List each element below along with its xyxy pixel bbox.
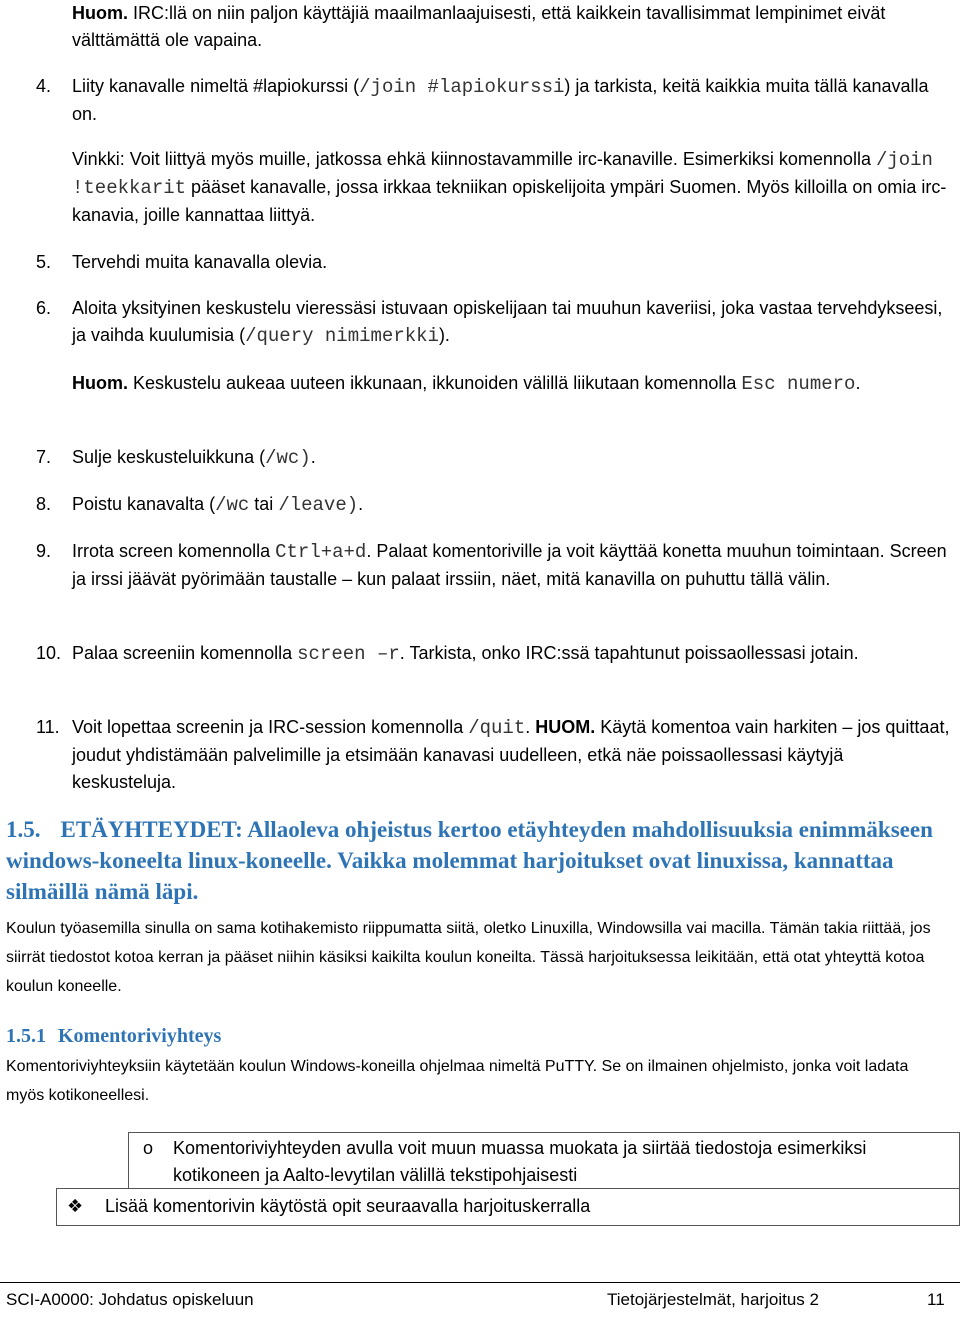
step-8 <box>72 491 952 519</box>
step-number: 8. <box>36 494 52 514</box>
diamond-bullet-box <box>56 1188 960 1226</box>
step-7 <box>72 444 952 472</box>
note-text: . <box>855 373 861 393</box>
step-text: . <box>358 494 364 514</box>
note-label: Huom. <box>72 3 128 23</box>
step-number: 10. <box>36 643 62 663</box>
step-code: /wc) <box>265 447 311 469</box>
step-text: Liity kanavalle nimeltä #lapiokurssi ( <box>72 76 360 96</box>
step-code: /join #lapiokurssi <box>359 76 565 98</box>
diamond-bullet-text: Lisää komentorivin käytöstä opit seuraavalla harjoituskerralla <box>105 1196 591 1216</box>
page-footer <box>0 1282 960 1313</box>
tip-text: Vinkki: Voit liittyä myös muille, jatkossa ehkä kiinnostavammille irc-kanaville. Esimerkiksi komennolla <box>72 149 876 169</box>
step-code: /query nimimerkki <box>245 325 439 347</box>
tip-text: pääset kanavalle, jossa irkkaa tekniikan opiskelijoita ympäri Suomen. Myös killoilla on omia irc-kanavia, joille kannattaa liittyä. <box>72 177 947 225</box>
step-text: ) ja tarkista, keitä kaikkia muita tällä kanavalla on. <box>72 76 929 124</box>
step-emphasis: HUOM. <box>535 717 596 737</box>
note-code: Esc numero <box>741 373 856 395</box>
step-5: Tervehdi muita kanavalla olevia. <box>72 252 328 272</box>
diamond-bullet-icon: ❖ <box>67 1196 84 1216</box>
step-text: ). <box>438 325 450 345</box>
footer-page-number: 11 <box>927 1290 945 1309</box>
circle-bullet-box <box>128 1132 960 1189</box>
step-code: /leave) <box>278 494 359 516</box>
step-code: screen –r <box>297 643 400 665</box>
step-text: . <box>310 447 316 467</box>
step-10 <box>72 640 952 668</box>
step-code: /wc <box>215 494 250 516</box>
section-heading <box>6 814 956 907</box>
step-text: Voit lopettaa screenin ja IRC-session komennolla <box>72 717 469 737</box>
step-code: Ctrl+a+d <box>275 541 367 563</box>
subsection-heading <box>6 1022 221 1050</box>
step-text: Aloita yksityinen keskustelu vieressäsi istuvaan opiskelijaan tai muuhun kaveriisi, joka vastaa tervehdykseesi, ja vaihda kuulumisia ( <box>72 298 943 345</box>
note-text: IRC:llä on niin paljon käyttäjiä maailmanlaajuisesti, että kaikkein tavallisimmat lempinimet eivät välttämättä ole vapaina. <box>72 3 886 50</box>
note-huom-top <box>72 0 952 54</box>
footer-course: SCI-A0000: Johdatus opiskeluun <box>6 1290 254 1309</box>
step-text: Irrota screen komennolla <box>72 541 276 561</box>
step-number: 5. <box>36 252 52 272</box>
footer-title: Tietojärjestelmät, harjoitus 2 <box>607 1290 819 1309</box>
subsection-title: Komentoriviyhteys <box>58 1025 222 1047</box>
subsection-number: 1.5.1 <box>6 1025 46 1047</box>
step-text: tai <box>249 494 279 514</box>
circle-bullet-text: Komentoriviyhteyden avulla voit muun muassa muokata ja siirtää tiedostoja esimerkiksi kotikoneen ja Aalto-levytilan välillä tekstipohjaisesti <box>173 1138 867 1185</box>
step-text: . Tarkista, onko IRC:ssä tapahtunut poissaollessasi jotain. <box>399 643 859 663</box>
step-number: 4. <box>36 76 52 96</box>
section-number: 1.5. <box>6 817 41 842</box>
subsection-paragraph: Komentoriviyhteyksiin käytetään koulun Windows-koneilla ohjelmaa nimeltä PuTTY. Se on ilmainen ohjelmisto, jonka voit ladata myös kotikoneellesi. <box>6 1058 909 1104</box>
step-6 <box>72 295 952 350</box>
note-huom-mid <box>72 370 952 398</box>
note-label: Huom. <box>72 373 128 393</box>
circle-bullet-icon: o <box>143 1138 154 1158</box>
section-title: ETÄYHTEYDET: Allaoleva ohjeistus kertoo etäyhteyden mahdollisuuksia enimmäkseen windows-koneelta linux-koneelle. Vaikka molemmat harjoitukset ovat linuxissa, kannattaa silmäillä nämä läpi. <box>6 817 933 904</box>
note-text: Keskustelu aukeaa uuteen ikkunaan, ikkunoiden välillä liikutaan komennolla <box>128 373 742 393</box>
step-text: . <box>525 717 536 737</box>
section-paragraph: Koulun työasemilla sinulla on sama kotihakemisto riippumatta siitä, oletko Linuxilla, Windowsilla vai macilla. Tämän takia riittää, jos siirrät tiedostot kotoa kerran ja pääset niihin käsiksi kaikilta koulun koneilta. Tässä harjoituksessa leikitään, että otat yhteyttä kotoa koulun koneelle. <box>6 920 931 995</box>
step-11 <box>72 714 952 796</box>
step-number: 9. <box>36 541 52 561</box>
tip-paragraph <box>72 146 952 229</box>
step-4 <box>72 73 952 128</box>
step-code: /quit <box>468 717 526 739</box>
tip-code: /join !teekkarit <box>72 149 933 199</box>
step-text: Käytä komentoa vain harkiten – jos quittaat, joudut yhdistämään palvelimille ja etsimään kanavasi uudelleen, etkä näe poissaollessasi käytyjä keskusteluja. <box>72 717 950 792</box>
step-text: Sulje keskusteluikkuna ( <box>72 447 266 467</box>
step-number: 11. <box>36 717 60 737</box>
step-number: 6. <box>36 298 52 318</box>
step-text: Palaa screeniin komennolla <box>72 643 298 663</box>
step-text: Poistu kanavalta ( <box>72 494 216 514</box>
step-number: 7. <box>36 447 52 467</box>
step-text: . Palaat komentoriville ja voit käyttää konetta muuhun toimintaan. Screen ja irssi jäävät pyörimään taustalle – kun palaat irssiin, näet, mitä kanavilla on puhuttu tällä välin. <box>72 541 947 589</box>
step-9 <box>72 538 952 593</box>
